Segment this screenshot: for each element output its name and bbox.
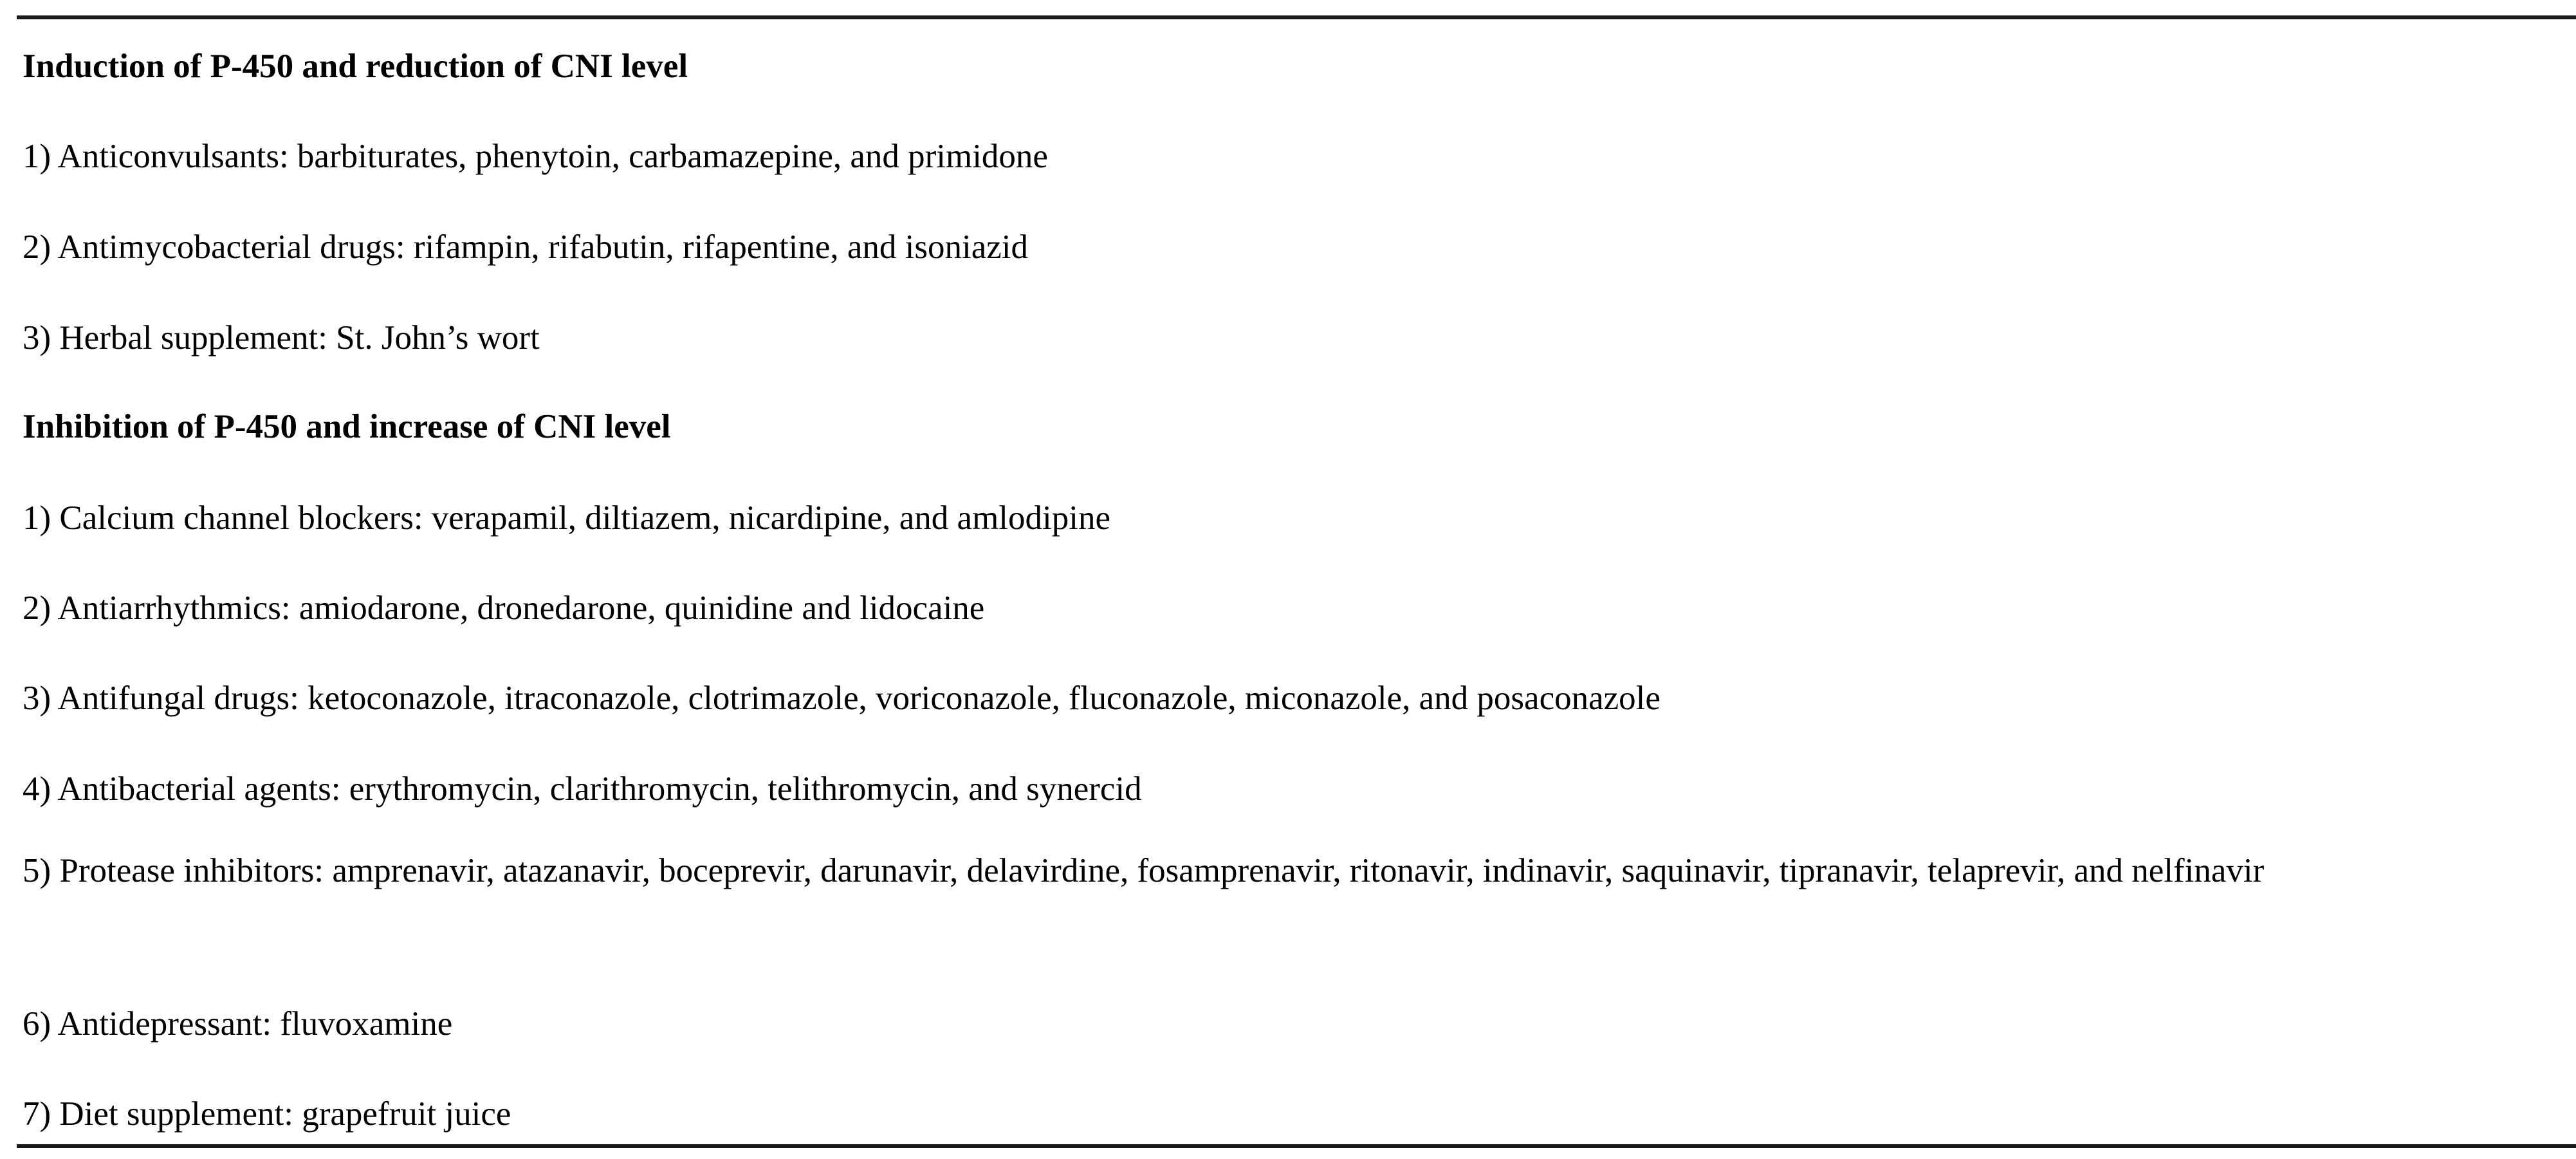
list-item: 4) Antibacterial agents: erythromycin, clarithromycin, telithromycin, and synercid [23, 770, 1142, 808]
list-item: 3) Herbal supplement: St. John’s wort [23, 319, 540, 357]
drug-interaction-table [17, 15, 2576, 1149]
list-item: 3) Antifungal drugs: ketoconazole, itraconazole, clotrimazole, voriconazole, fluconazole, miconazole, and posaconazole [23, 680, 1661, 717]
list-item: 5) Protease inhibitors: amprenavir, atazanavir, boceprevir, darunavir, delavirdine, fosamprenavir, ritonavir, indinavir, saquinavir, tipranavir, telaprevir, and nelfinavir [23, 852, 2265, 889]
section-heading-induction: Induction of P-450 and reduction of CNI level [23, 48, 688, 85]
list-item: 1) Calcium channel blockers: verapamil, diltiazem, nicardipine, and amlodipine [23, 499, 1111, 537]
list-item: 2) Antimycobacterial drugs: rifampin, rifabutin, rifapentine, and isoniazid [23, 228, 1029, 266]
bottom-rule [17, 1144, 2576, 1148]
top-rule [17, 15, 2576, 19]
list-item: 2) Antiarrhythmics: amiodarone, dronedarone, quinidine and lidocaine [23, 589, 985, 627]
list-item: 7) Diet supplement: grapefruit juice [23, 1095, 511, 1133]
section-heading-inhibition: Inhibition of P-450 and increase of CNI level [23, 408, 671, 445]
list-item: 6) Antidepressant: fluvoxamine [23, 1005, 453, 1043]
list-item: 1) Anticonvulsants: barbiturates, phenytoin, carbamazepine, and primidone [23, 138, 1048, 175]
